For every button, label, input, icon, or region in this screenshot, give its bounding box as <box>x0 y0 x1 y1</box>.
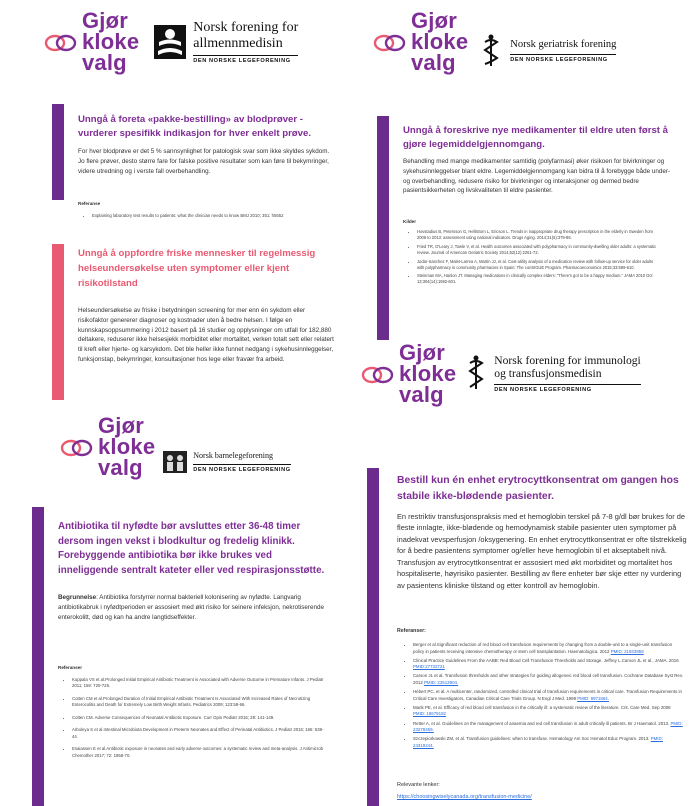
org-subtitle: DEN NORSKE LEGEFORENING <box>193 55 298 64</box>
org-name-line-1: Norsk barnelegeforening <box>193 451 274 461</box>
campaign-word-1: Gjør <box>82 8 129 33</box>
references-list <box>72 677 324 765</box>
staff-of-asclepius-icon <box>478 34 504 68</box>
logo-row <box>361 342 641 405</box>
org-subtitle: DEN NORSKE LEGEFORENING <box>510 54 616 63</box>
org-name-line-1: Norsk geriatrisk forening <box>510 38 617 50</box>
tree-emblem-icon <box>153 24 187 60</box>
reference-item: • Cotten CM et al.Prolonged Duration of Initial Empirical Antibiotic Treatment Is Associated With Increased Rates of Necrotizing Enterocolitis and Death for Extremely Low Birth Weight Infants. Pediatrics 2009; 123:58-66. <box>72 696 324 709</box>
section-heading: Unngå å oppfordre friske mennesker til regelmessig helseundersøkelse uten symptomer eller kjent risikotilstand <box>78 248 316 289</box>
reference-item: • Arboleya S et al.Intestinal Microbiota Development in Preterm Neonates and Effect of Perinatal Antibiotics. J Pediatr 2015; 166: 538-44. <box>72 727 324 740</box>
section-body: En restriktiv transfusjonspraksis med et hemoglobin terskel på 7-8 g/dl bør brukes for de fleste innlagte, ikke-blødende og hemodynamisk stabile pasienter uten symptomer på inadekvat vevsperfusjon /oksygenering. En enhet erytrocyttkonsentrat er ofte tilstrekkelig for å bedre pasientens symptomer og/eller heve hemoglobin til et akseptabelt nivå. Transfusjon av erytrocyttkonsentrat er assosiert med økt morbiditet og mortalitet hos hospitaliserte, høyrisiko pasienter. Bestilling av flere enheter bør skje etter ny vurdering av pasientens kliniske tilstand og etter kontroll av hemoglobin. <box>397 512 687 590</box>
speech-bubbles-icon <box>361 362 395 388</box>
gjor-kloke-valg-logo <box>373 10 468 73</box>
section-heading: Unngå å foreskrive nye medikamenter til eldre uten først å gjøre legemiddelgjennomgang. <box>403 125 668 151</box>
accent-bar <box>32 507 44 806</box>
references-list <box>413 642 683 752</box>
section-heading: Unngå å foreta «pakke-bestilling» av blodprøver - vurderer spesifikk indikasjon for hver enkelt prøve. <box>78 114 311 140</box>
reference-item: • Fried TR, O'Leary J, Towle V, et al. Health outcomes associated with polypharmacy in community-dwelling older adults: a systematic review. Journal of American Geriatric Society 2014;62(12):2261-72. <box>417 244 657 256</box>
panel-barnelegeforening <box>0 403 349 806</box>
pmid-link[interactable]: PMID: 21933858 <box>610 648 644 654</box>
gjor-kloke-valg-logo <box>361 342 456 405</box>
reference-item: • Clinical Practice Guidelines From the AABB: Red Blood Cell Transfusion Thresholds and Storage. Jeffrey L.Carson JL et al., JAMA. 2016 PMID:27732721 <box>413 658 683 671</box>
org-subtitle: DEN NORSKE LEGEFORENING <box>193 464 290 473</box>
section-body <box>58 593 330 622</box>
logo-row <box>373 10 616 73</box>
campaign-word-1: Gjør <box>399 340 446 365</box>
reference-item: • Szczepiorkowski ZM, et al. Transfusion guidelines: when to transfuse. Hematology Am Soc Hematol Educ Program. 2013. PMID: 24319244. <box>413 736 683 749</box>
org-logo <box>163 451 290 473</box>
reference-item: • Berger et al.Significant reduction of red blood cell transfusion requirements by changing from a double-unit to a single-unit transfusion policy in patients receiving intensive chemotherapy or stem cell transplantation. Haematologica. 2012 PMID: 21933858 <box>413 642 683 655</box>
reference-item: • Explaining laboratory test results to patients: what the clinician needs to know BMJ 2010; 351: h5552 <box>92 213 324 219</box>
body-text: : Antibiotika forstyrrer normal bakteriell kolonisering av nyfødte. Langvarig antibiotikabruk i nyfødtperioden er assosiert med økt risiko for seinere infeksjon, nekrotiserende enterokolitt, død og kan ha andre langtidseffekter. <box>58 594 324 621</box>
org-name-line-2: allmennmedisin <box>193 36 283 52</box>
campaign-word-3: valg <box>399 382 444 407</box>
logo-row <box>60 415 291 478</box>
org-name-line-1: Norsk forening for immunologi <box>494 354 641 367</box>
panel-immunologi <box>349 340 698 806</box>
references-title: Referanser <box>58 665 83 670</box>
relevant-links-label: Relevante lenker: <box>397 782 440 788</box>
org-logo <box>153 20 298 64</box>
panel-allmennmedisin <box>0 0 349 403</box>
campaign-word-3: valg <box>98 455 143 480</box>
pmid-link[interactable]: PMID: 23278459. <box>413 720 683 733</box>
section-body: Behandling med mange medikamenter samtidig (polyfarmasi) øker risikoen for bivirkninger og sykehusinnleggelser blant eldre. Legemiddelgjennomgang kan bidra til å forebygge både under- og overbehandling, redusere risiko for bivirkninger og interaksjoner og dermed bedre pasientsikkerheten og livskvaliteten til eldre pasienter. <box>403 158 671 195</box>
campaign-word-3: valg <box>82 50 127 75</box>
org-logo <box>478 34 616 68</box>
campaign-word-1: Gjør <box>411 8 458 33</box>
campaign-word-3: valg <box>411 50 456 75</box>
pmid-link[interactable]: PMID: 9971864. <box>577 695 609 701</box>
pmid-link[interactable]: PMID: 22513904. <box>424 680 459 686</box>
accent-bar <box>52 244 64 400</box>
reference-item: • Retter A, et al. Guidelines on the management of anaemia and red cell transfusion in adult critically ill patients. Br J Haematol. 2013. PMID: 23278459. <box>413 721 683 734</box>
reference-item: • Kuppala VS et al.Prolonged Initial Empirical Antibiotic Treatment is Associated with Adverse Outcome in Premature Infants. J Pediatr 2011; 159: 720-725. <box>72 677 324 690</box>
references-list <box>417 229 657 288</box>
reference-item: • Carson JL et al. Transfusion thresholds and other strategies for guiding allogeneic red blood cell transfusion. Cochrane Database Syst Rev. 2012 PMID: 22513904. <box>413 673 683 686</box>
campaign-word-2: kloke <box>82 29 140 54</box>
reference-item: • Steinman MA, Hanlon JT. Managing medications in clinically complex elders: "There's got to be a happy medium." JAMA 2010 Oct 13;304(14):1592-601. <box>417 273 657 285</box>
accent-bar <box>52 104 64 200</box>
staff-of-asclepius-icon <box>464 355 488 391</box>
accent-bar <box>377 116 389 340</box>
children-emblem-icon <box>163 451 187 473</box>
references-title: Referanse <box>78 201 101 206</box>
choosing-wisely-link[interactable]: https://choosingwiselycanada.org/transfusion-medicine/ <box>397 794 532 800</box>
panel-geriatrisk <box>349 0 698 340</box>
section-body: Helseundersøkelse av friske i betydningen screening for mer enn én sykdom eller risikofaktor genererer diagnoser og kostnader uten å bedre helsen. I følge en kunnskapsoppsummering i 2012 basert på 16 studier og opplysninger om utfall for 182,880 deltakere, reduserer ikke helsesjekk morbiditet eller mortalitet, verken totalt sett eller relatert til kreft eller hjerte- og karsykdom. Det ble heller ikke funnet nedgang i sykehusinnleggelser, funksjonstap, bekymringer, konsultasjoner hos lege eller fravær fra arbeid. <box>78 307 334 363</box>
accent-bar <box>367 468 379 806</box>
reference-item: • Jodar-Sanchez F, Malet-Larrea A, Martin JJ, et al. Cost-utility analysis of a medication review with follow-up service for older adults with polypharmacy in community pharmacies in Spain: The conSIGUE Program. Pharmacoeconomics 2015;33:599-610. <box>417 259 657 271</box>
speech-bubbles-icon <box>44 30 78 56</box>
org-logo <box>464 354 641 393</box>
pmid-link[interactable]: PMID: 24319244. <box>413 736 663 748</box>
references-list <box>92 213 324 222</box>
reference-item: • Cotten CM. Adverse Consequences of Neonatal Antibiotic Exposure. Curr Opin Pediatr 2016; 28: 141-149. <box>72 715 324 721</box>
org-subtitle: DEN NORSKE LEGEFORENING <box>494 384 641 393</box>
section-body: For hver blodprøve er det 5 % sannsynlighet for patologisk svar som ikke skyldes sykdom. Jo flere prøver, desto større fare for falske positive resultater som kan føre til bekymringer, videre utredning og i verste fall overbehandling. <box>78 148 330 175</box>
campaign-word-2: kloke <box>399 361 457 386</box>
logo-row <box>44 10 298 73</box>
reference-item: • Esaiassen E et al.Antibiotic exposure in neonates and early adverse outcomes: a systematic review and meta-analysis. J Antimicrob Chemother 2017; 72: 1858-70. <box>72 746 324 759</box>
gjor-kloke-valg-logo <box>60 415 155 478</box>
pmid-link[interactable]: PMID: 18679182 <box>413 711 446 717</box>
body-label: Begrunnelse <box>58 594 97 601</box>
pmid-link[interactable]: PMID:27732721 <box>413 664 445 670</box>
reference-item: • Marik PE, et al. Efficacy of red blood cell transfusion in the critically ill: a systematic review of the literature. Crit. Care Med. Sep 2008 PMID: 18679182 <box>413 705 683 718</box>
campaign-word-2: kloke <box>411 29 469 54</box>
speech-bubbles-icon <box>60 435 94 461</box>
section-heading: Bestill kun én enhet erytrocyttkonsentrat om gangen hos stabile ikke-blødende pasienter. <box>397 475 679 503</box>
reference-item: • Hébert PC, et al. A multicenter, randomized, controlled clinical trial of transfusion requirements in critical care. Transfusion Requirements in Critical Care Investigators, Canadian Critical Care Trials Group. N Engl J Med. 1999 PMID: 9971864. <box>413 689 683 702</box>
references-title: Referanser: <box>397 628 426 634</box>
org-name-line-1: Norsk forening for <box>193 20 299 35</box>
org-name-line-2: og transfusjonsmedisin <box>494 367 602 381</box>
section-heading: Antibiotika til nyfødte bør avsluttes etter 36-48 timer dersom ingen vekst i blodkultur og fredelig klinikk. Forebyggende antibiotika bør ikke brukes ved inneliggende sentralt kateter eller ved respirasjonsstøtte. <box>58 521 325 577</box>
campaign-word-2: kloke <box>98 434 156 459</box>
reference-item: • Hovstadius B, Petersson G, Hellstrom L, Ericson L. Trends in inappropriate drug therapy prescription in the elderly in Sweden from 2006 to 2013: assessment using national indicators. Drugs Aging. 2014;31(5):379-86. <box>417 229 657 241</box>
gjor-kloke-valg-logo <box>44 10 139 73</box>
speech-bubbles-icon <box>373 30 407 56</box>
campaign-word-1: Gjør <box>98 413 145 438</box>
references-title: Kilder <box>403 219 417 224</box>
